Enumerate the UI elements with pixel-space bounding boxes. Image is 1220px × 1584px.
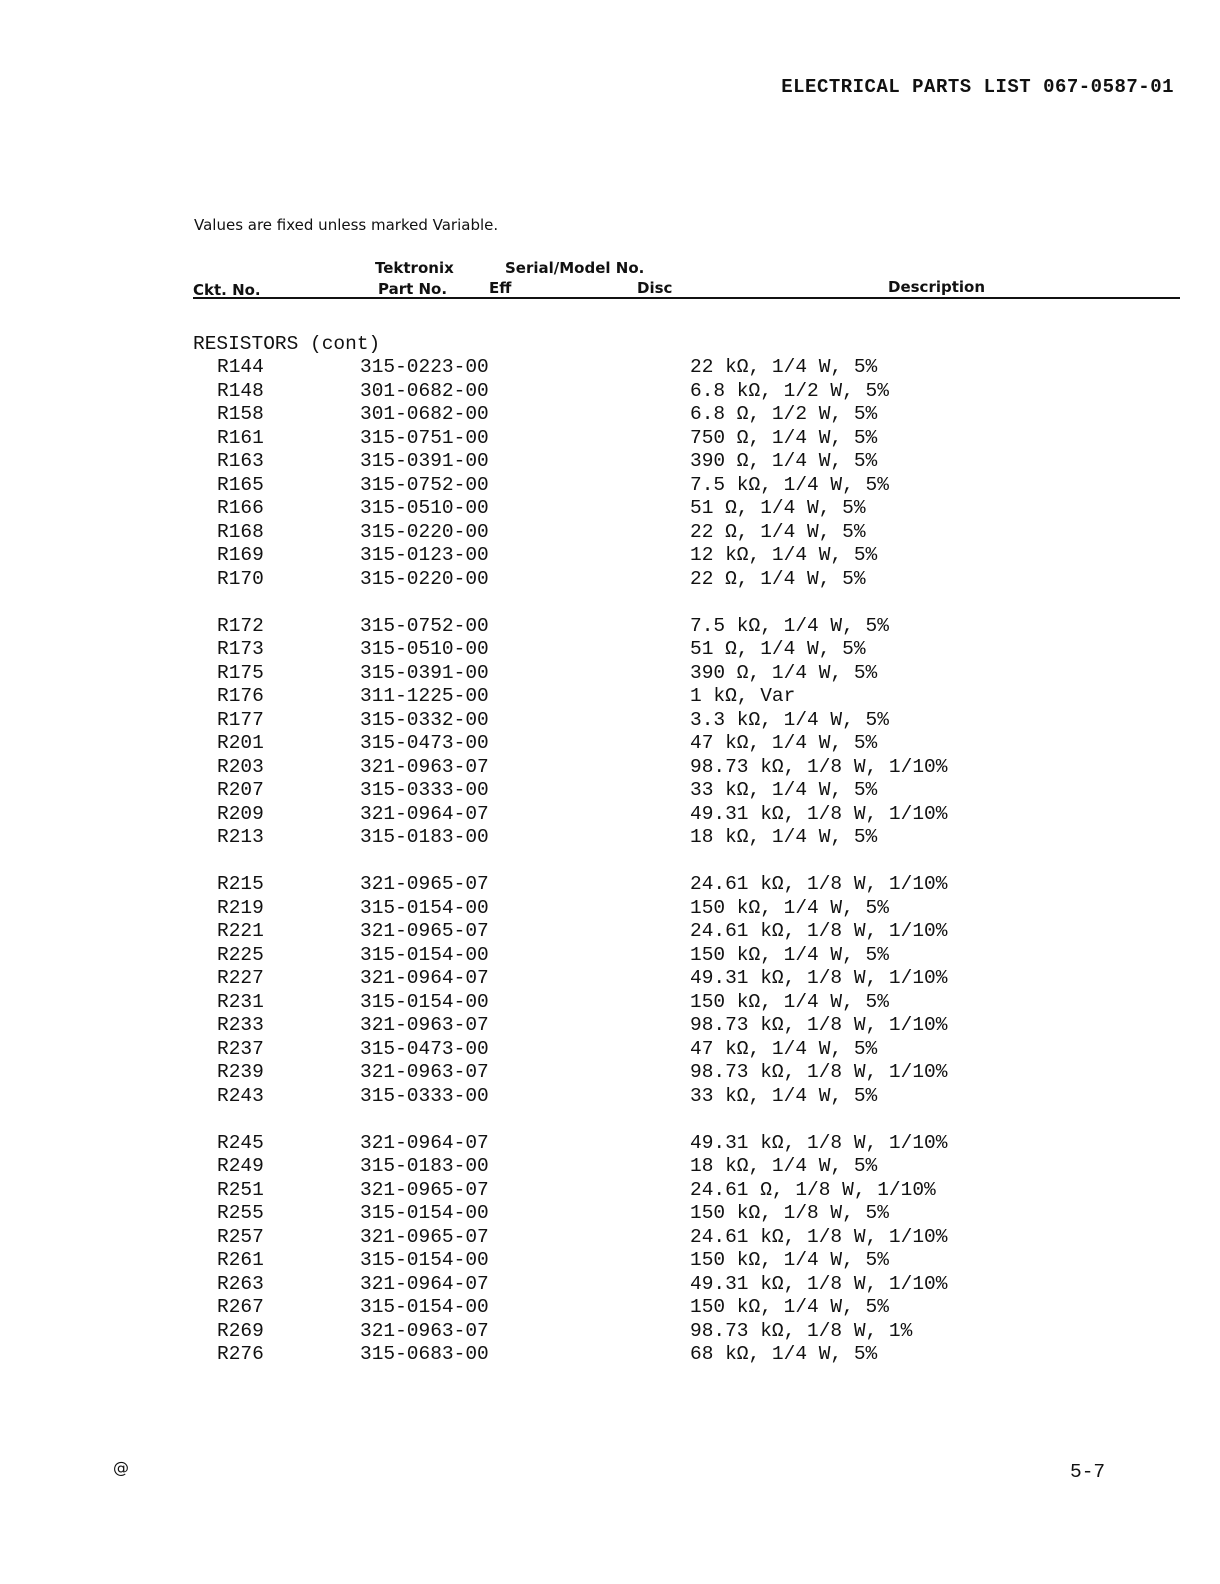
description-cell: 49.31 kΩ, 1/8 W, 1/10% — [690, 1272, 948, 1295]
description-cell: 18 kΩ, 1/4 W, 5% — [690, 826, 878, 848]
table-row — [0, 967, 1220, 991]
ckt-no-cell: R225 — [217, 943, 264, 966]
table-row — [0, 1249, 1220, 1273]
description-cell: 6.8 Ω, 1/2 W, 5% — [690, 403, 878, 425]
ckt-no-cell: R158 — [217, 403, 264, 425]
ckt-no-cell: R249 — [217, 1155, 264, 1177]
ckt-no-cell: R170 — [217, 567, 264, 590]
header-divider — [193, 297, 1180, 299]
part-no-cell: 321-0964-07 — [360, 802, 489, 825]
column-header-eff: Eff — [489, 279, 512, 297]
table-row — [0, 662, 1220, 686]
table-row — [0, 732, 1220, 756]
description-cell: 750 Ω, 1/4 W, 5% — [690, 426, 878, 449]
part-no-cell: 315-0752-00 — [360, 473, 489, 496]
description-cell: 150 kΩ, 1/4 W, 5% — [690, 1249, 889, 1271]
description-cell: 98.73 kΩ, 1/8 W, 1% — [690, 1319, 913, 1342]
part-no-cell: 321-0965-07 — [360, 1178, 489, 1201]
ckt-no-cell: R233 — [217, 1014, 264, 1036]
description-cell: 24.61 kΩ, 1/8 W, 1/10% — [690, 1225, 948, 1248]
description-cell: 18 kΩ, 1/4 W, 5% — [690, 1155, 878, 1177]
ckt-no-cell: R203 — [217, 755, 264, 778]
ckt-no-cell: R257 — [217, 1225, 264, 1248]
part-no-cell: 315-0510-00 — [360, 497, 489, 519]
table-row — [0, 615, 1220, 639]
description-cell: 51 Ω, 1/4 W, 5% — [690, 497, 866, 519]
ckt-no-cell: R144 — [217, 356, 264, 378]
ckt-no-cell: R251 — [217, 1178, 264, 1201]
ckt-no-cell: R201 — [217, 732, 264, 754]
ckt-no-cell: R207 — [217, 779, 264, 801]
column-header-ckt-no: Ckt. No. — [193, 281, 261, 299]
ckt-no-cell: R245 — [217, 1131, 264, 1154]
table-row — [0, 803, 1220, 827]
page-number: 5-7 — [1070, 1461, 1106, 1483]
table-row — [0, 380, 1220, 404]
table-row — [0, 544, 1220, 568]
part-no-cell: 315-0220-00 — [360, 520, 489, 543]
values-note: Values are fixed unless marked Variable. — [194, 216, 499, 234]
ckt-no-cell: R165 — [217, 473, 264, 496]
description-cell: 3.3 kΩ, 1/4 W, 5% — [690, 708, 889, 731]
ckt-no-cell: R231 — [217, 990, 264, 1013]
part-no-cell: 321-0964-07 — [360, 967, 489, 989]
description-cell: 150 kΩ, 1/8 W, 5% — [690, 1202, 889, 1224]
part-no-cell: 321-0963-07 — [360, 1014, 489, 1036]
part-no-cell: 315-0473-00 — [360, 1037, 489, 1060]
column-header-tektronix: Tektronix — [375, 259, 454, 277]
ckt-no-cell: R213 — [217, 826, 264, 848]
description-cell: 98.73 kΩ, 1/8 W, 1/10% — [690, 1014, 948, 1036]
description-cell: 150 kΩ, 1/4 W, 5% — [690, 896, 889, 919]
part-no-cell: 315-0683-00 — [360, 1343, 489, 1365]
table-row — [0, 756, 1220, 780]
part-no-cell: 315-0154-00 — [360, 1249, 489, 1271]
ckt-no-cell: R276 — [217, 1343, 264, 1365]
description-cell: 22 kΩ, 1/4 W, 5% — [690, 356, 878, 378]
part-no-cell: 321-0963-07 — [360, 1061, 489, 1083]
ckt-no-cell: R168 — [217, 520, 264, 543]
part-no-cell: 315-0154-00 — [360, 896, 489, 919]
table-row — [0, 897, 1220, 921]
part-no-cell: 315-0220-00 — [360, 567, 489, 590]
description-cell: 7.5 kΩ, 1/4 W, 5% — [690, 473, 889, 496]
part-no-cell: 321-0965-07 — [360, 920, 489, 942]
description-cell: 12 kΩ, 1/4 W, 5% — [690, 544, 878, 566]
part-no-cell: 321-0964-07 — [360, 1131, 489, 1154]
ckt-no-cell: R163 — [217, 450, 264, 472]
description-cell: 24.61 kΩ, 1/8 W, 1/10% — [690, 920, 948, 942]
parts-list — [0, 356, 1220, 1367]
description-cell: 24.61 Ω, 1/8 W, 1/10% — [690, 1178, 936, 1201]
part-no-cell: 315-0510-00 — [360, 638, 489, 660]
table-row — [0, 403, 1220, 427]
table-row — [0, 1155, 1220, 1179]
column-header-disc: Disc — [637, 279, 673, 297]
description-cell: 98.73 kΩ, 1/8 W, 1/10% — [690, 755, 948, 778]
part-no-cell: 315-0154-00 — [360, 943, 489, 966]
description-cell: 150 kΩ, 1/4 W, 5% — [690, 990, 889, 1013]
part-no-cell: 301-0682-00 — [360, 379, 489, 402]
table-row — [0, 1226, 1220, 1250]
part-no-cell: 315-0183-00 — [360, 826, 489, 848]
page-header: ELECTRICAL PARTS LIST 067-0587-01 — [781, 76, 1174, 98]
part-no-cell: 315-0154-00 — [360, 1202, 489, 1224]
description-cell: 49.31 kΩ, 1/8 W, 1/10% — [690, 802, 948, 825]
ckt-no-cell: R255 — [217, 1202, 264, 1224]
description-cell: 24.61 kΩ, 1/8 W, 1/10% — [690, 873, 948, 895]
table-row — [0, 991, 1220, 1015]
column-header-description: Description — [888, 278, 986, 296]
table-row — [0, 638, 1220, 662]
description-cell: 51 Ω, 1/4 W, 5% — [690, 638, 866, 660]
description-cell: 390 Ω, 1/4 W, 5% — [690, 450, 878, 472]
part-no-cell: 315-0183-00 — [360, 1155, 489, 1177]
description-cell: 1 kΩ, Var — [690, 685, 796, 707]
part-no-cell: 315-0223-00 — [360, 356, 489, 378]
ckt-no-cell: R176 — [217, 685, 264, 707]
table-row — [0, 826, 1220, 850]
table-row — [0, 1320, 1220, 1344]
description-cell: 68 kΩ, 1/4 W, 5% — [690, 1343, 878, 1365]
part-no-cell: 321-0963-07 — [360, 755, 489, 778]
part-no-cell: 315-0154-00 — [360, 990, 489, 1013]
description-cell: 390 Ω, 1/4 W, 5% — [690, 661, 878, 684]
ckt-no-cell: R172 — [217, 614, 264, 637]
part-no-cell: 315-0391-00 — [360, 450, 489, 472]
table-row — [0, 1202, 1220, 1226]
description-cell: 150 kΩ, 1/4 W, 5% — [690, 1296, 889, 1318]
table-row — [0, 1343, 1220, 1367]
table-row — [0, 1179, 1220, 1203]
table-row — [0, 450, 1220, 474]
table-row — [0, 709, 1220, 733]
table-row — [0, 685, 1220, 709]
ckt-no-cell: R227 — [217, 967, 264, 989]
table-row — [0, 356, 1220, 380]
part-no-cell: 321-0964-07 — [360, 1272, 489, 1295]
part-no-cell: 315-0154-00 — [360, 1296, 489, 1318]
table-row — [0, 568, 1220, 592]
table-row — [0, 427, 1220, 451]
ckt-no-cell: R261 — [217, 1249, 264, 1271]
ckt-no-cell: R175 — [217, 661, 264, 684]
part-no-cell: 315-0751-00 — [360, 426, 489, 449]
ckt-no-cell: R267 — [217, 1296, 264, 1318]
ckt-no-cell: R209 — [217, 802, 264, 825]
ckt-no-cell: R169 — [217, 544, 264, 566]
table-row — [0, 920, 1220, 944]
description-cell: 47 kΩ, 1/4 W, 5% — [690, 732, 878, 754]
part-no-cell: 315-0123-00 — [360, 544, 489, 566]
description-cell: 6.8 kΩ, 1/2 W, 5% — [690, 379, 889, 402]
description-cell: 22 Ω, 1/4 W, 5% — [690, 520, 866, 543]
table-row — [0, 873, 1220, 897]
part-no-cell: 301-0682-00 — [360, 403, 489, 425]
ckt-no-cell: R166 — [217, 497, 264, 519]
ckt-no-cell: R243 — [217, 1084, 264, 1107]
table-row — [0, 497, 1220, 521]
part-no-cell: 311-1225-00 — [360, 685, 489, 707]
ckt-no-cell: R161 — [217, 426, 264, 449]
part-no-cell: 315-0333-00 — [360, 779, 489, 801]
description-cell: 7.5 kΩ, 1/4 W, 5% — [690, 614, 889, 637]
part-no-cell: 315-0391-00 — [360, 661, 489, 684]
ckt-no-cell: R177 — [217, 708, 264, 731]
description-cell: 22 Ω, 1/4 W, 5% — [690, 567, 866, 590]
description-cell: 33 kΩ, 1/4 W, 5% — [690, 1084, 878, 1107]
table-row — [0, 521, 1220, 545]
ckt-no-cell: R173 — [217, 638, 264, 660]
table-row — [0, 779, 1220, 803]
ckt-no-cell: R148 — [217, 379, 264, 402]
table-row — [0, 1014, 1220, 1038]
ckt-no-cell: R237 — [217, 1037, 264, 1060]
section-title: RESISTORS (cont) — [193, 333, 381, 355]
ckt-no-cell: R219 — [217, 896, 264, 919]
table-row — [0, 1273, 1220, 1297]
description-cell: 49.31 kΩ, 1/8 W, 1/10% — [690, 967, 948, 989]
column-header-part-no: Part No. — [378, 280, 448, 298]
part-no-cell: 315-0332-00 — [360, 708, 489, 731]
part-no-cell: 321-0965-07 — [360, 1225, 489, 1248]
footer-mark: @ — [113, 1458, 129, 1477]
ckt-no-cell: R239 — [217, 1061, 264, 1083]
description-cell: 98.73 kΩ, 1/8 W, 1/10% — [690, 1061, 948, 1083]
ckt-no-cell: R215 — [217, 873, 264, 895]
description-cell: 150 kΩ, 1/4 W, 5% — [690, 943, 889, 966]
part-no-cell: 321-0965-07 — [360, 873, 489, 895]
part-no-cell: 315-0473-00 — [360, 732, 489, 754]
table-row — [0, 1061, 1220, 1085]
table-row — [0, 1038, 1220, 1062]
column-header-serial-model: Serial/Model No. — [505, 259, 645, 277]
description-cell: 49.31 kΩ, 1/8 W, 1/10% — [690, 1131, 948, 1154]
table-row — [0, 474, 1220, 498]
ckt-no-cell: R269 — [217, 1319, 264, 1342]
ckt-no-cell: R221 — [217, 920, 264, 942]
table-row — [0, 944, 1220, 968]
table-row — [0, 1132, 1220, 1156]
part-no-cell: 321-0963-07 — [360, 1319, 489, 1342]
description-cell: 47 kΩ, 1/4 W, 5% — [690, 1037, 878, 1060]
part-no-cell: 315-0333-00 — [360, 1084, 489, 1107]
part-no-cell: 315-0752-00 — [360, 614, 489, 637]
table-row — [0, 1085, 1220, 1109]
description-cell: 33 kΩ, 1/4 W, 5% — [690, 779, 878, 801]
table-row — [0, 1296, 1220, 1320]
ckt-no-cell: R263 — [217, 1272, 264, 1295]
